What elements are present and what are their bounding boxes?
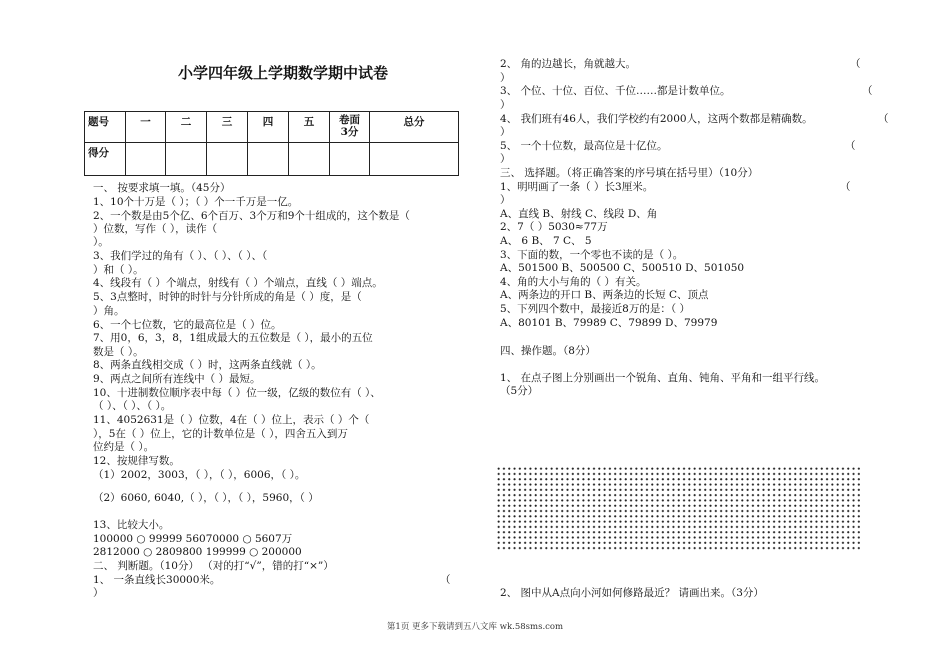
question-line: （2）6060, 6040,（ ），（ ），（ ），5960，（ ） (93, 492, 319, 504)
question-line: 1、 在点子图上分别画出一个锐角、直角、钝角、平角和一组平行线。 (500, 372, 826, 384)
page-footer: 第1页 更多下载请到五八文库 wk.58sms.com (386, 622, 564, 632)
table-header-cell: 卷面 3分 (330, 112, 370, 143)
question-line: 4、 我们班有46人，我们学校约有2000人，这两个数都是精确数。 (500, 113, 813, 125)
table-header-row (85, 112, 459, 143)
question-line: 5、下列四个数中，最接近8万的是：（ ） (500, 303, 690, 315)
table-score-row (85, 143, 459, 176)
section-1-heading: 一、 按要求填一填。（45分） (93, 182, 231, 194)
table-header-cell: 总分 (370, 112, 459, 143)
question-line: 1、 一条直线长30000米。 (93, 574, 221, 586)
question-line: 12、按规律写数。 (93, 455, 180, 467)
score-cell[interactable] (126, 143, 166, 176)
answer-paren: ） (500, 72, 511, 84)
question-line: 1、10个十万是（ ）；（ ）个一千万是一亿。 (93, 196, 299, 208)
question-line: 11、4052631是（ ）位数，4在（ ）位上，表示（ ）个（ (93, 414, 370, 426)
answer-paren: （ (862, 85, 873, 97)
score-cell[interactable] (248, 143, 289, 176)
choice-options: A、 6 B、 7 C、 5 (500, 235, 592, 247)
question-line: ）位数，写作（ ），读作（ (93, 223, 218, 235)
choice-options: A、80101 B、79989 C、79899 D、79979 (500, 317, 718, 329)
score-cell[interactable] (289, 143, 330, 176)
choice-options: A、直线 B、射线 C、线段 D、角 (500, 208, 658, 220)
question-line: 2、一个数是由5个亿、6个百万、3个万和9个十组成的，这个数是（ (93, 210, 410, 222)
question-line: 5、3点整时，时钟的时针与分针所成的角是（ ）度，是（ (93, 291, 362, 303)
question-line: 1、明明画了一条（ ）长3厘米。 (500, 181, 654, 193)
question-line: （ ）、（ ）、（ ）。 (93, 400, 172, 412)
score-cell[interactable] (166, 143, 207, 176)
table-header-cell: 三 (207, 112, 248, 143)
table-row-label: 得分 (85, 143, 126, 176)
score-table (84, 111, 459, 176)
question-line: 10、十进制数位顺序表中每（ ）位一级，亿级的数位有（ ）、 (93, 387, 381, 399)
choice-options: A、两条边的开口 B、两条边的长短 C、顶点 (500, 289, 709, 301)
section-2-heading: 二、 判断题。（10分） （对的打“√”，错的打“×”） (93, 560, 334, 572)
question-line: 2812000 ○ 2809800 199999 ○ 200000 (93, 546, 302, 558)
page-title: 小学四年级上学期数学期中试卷 (178, 64, 389, 82)
score-cell[interactable] (370, 143, 459, 176)
answer-paren: （ (440, 574, 451, 586)
answer-paren: ） (500, 194, 511, 206)
table-header-cell: 二 (166, 112, 207, 143)
question-line: 2、 图中从A点向小河如何修路最近？ 请画出来。（3分） (500, 587, 764, 599)
question-line: 2、 角的边越长，角就越大。 (500, 58, 637, 70)
question-line: 8、两条直线相交成（ ）时，这两条直线就（ ）。 (93, 359, 322, 371)
answer-paren: ） (500, 126, 511, 138)
choice-options: A、501500 B、500500 C、500510 D、501050 (500, 262, 745, 274)
question-line: 位约是（ ）。 (93, 441, 155, 453)
answer-paren: （ (850, 58, 861, 70)
table-header-cell: 题号 (85, 112, 126, 143)
question-line: 7、用0，6，3，8，1组成最大的五位数是（ ），最小的五位 (93, 332, 373, 344)
question-line: 9、两点之间所有连线中（ ）最短。 (93, 373, 261, 385)
question-line: 3、下面的数，一个零也不读的是（ ）。 (500, 249, 684, 261)
score-cell[interactable] (207, 143, 248, 176)
question-line: 100000 ○ 99999 56070000 ○ 5607万 (93, 533, 293, 545)
question-line: 2、7（ ）5030≈77万 (500, 221, 608, 233)
table-header-cell: 一 (126, 112, 166, 143)
question-line: 3、我们学过的角有（ ）、（ ）、（ ）、（ (93, 250, 268, 262)
question-line: 13、比较大小。 (93, 519, 170, 531)
answer-paren: （ (840, 181, 851, 193)
question-line: 4、线段有（ ）个端点，射线有（ ）个端点，直线（ ）端点。 (93, 277, 383, 289)
question-line: 5、 一个十位数，最高位是十亿位。 (500, 140, 668, 152)
dot-grid[interactable] (496, 466, 860, 552)
question-line: （5分） (500, 385, 539, 397)
answer-paren: （ (878, 113, 889, 125)
question-line: 数是（ ）。 (93, 346, 144, 358)
question-line: 6、一个七位数，它的最高位是（ ）位。 (93, 319, 282, 331)
section-3-heading: 三、 选择题。（将正确答案的序号填在括号里）（10分） (500, 167, 759, 179)
question-line: ）角。 (93, 305, 125, 317)
question-line: ）和（ ）。 (93, 264, 144, 276)
answer-paren: ） (93, 587, 104, 599)
question-line: 3、 个位、十位、百位、千位……都是计数单位。 (500, 85, 731, 97)
section-4-heading: 四、操作题。（8分） (500, 345, 596, 357)
table-header-cell: 四 (248, 112, 289, 143)
table-header-cell: 五 (289, 112, 330, 143)
question-line: （1）2002，3003，（ ），（ ），6006，（ ）。 (93, 469, 306, 481)
answer-paren: （ (845, 140, 856, 152)
score-cell[interactable] (330, 143, 370, 176)
answer-paren: ） (500, 153, 511, 165)
question-line: ）。 (93, 236, 109, 248)
question-line: ），5在（ ）位上，它的计数单位是（ ），四舍五入到万 (93, 428, 348, 440)
answer-paren: ） (500, 99, 511, 111)
question-line: 4、角的大小与角的（ ）有关。 (500, 276, 647, 288)
